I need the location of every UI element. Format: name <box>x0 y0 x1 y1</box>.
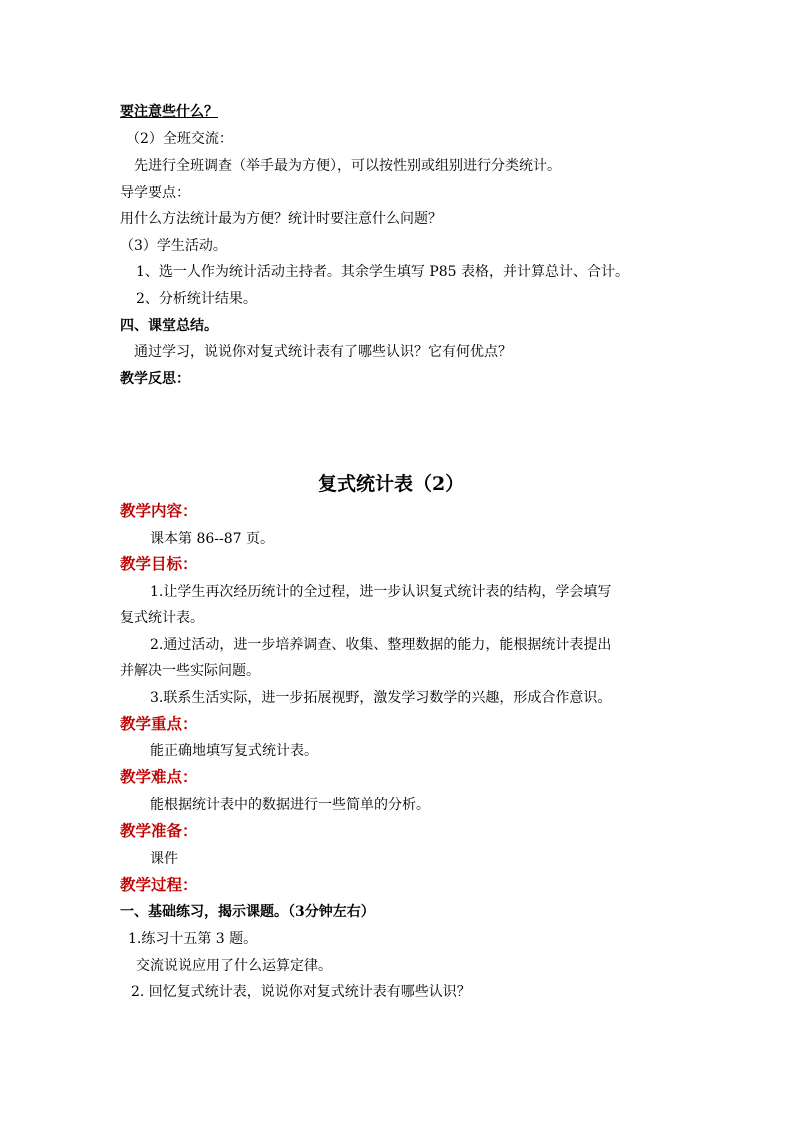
text-line: 1、选一人作为统计活动主持者。其余学生填写 P85 表格，并计算总计、合计。 <box>136 264 630 280</box>
text-line: 课件 <box>150 851 178 867</box>
text-line: （3）学生活动。 <box>120 238 227 254</box>
text-line: 1.练习十五第 3 题。 <box>128 931 258 947</box>
process-heading: 教学过程： <box>120 875 198 894</box>
text-line: 能根据统计表中的数据进行一些简单的分析。 <box>150 797 430 813</box>
text-line: 复式统计表。 <box>120 610 204 626</box>
text-line: 1.让学生再次经历统计的全过程，进一步认识复式统计表的结构，学会填写 <box>150 584 612 600</box>
section-heading: 四、课堂总结。 <box>120 318 218 334</box>
text-line: 3.联系生活实际，进一步拓展视野，激发学习数学的兴趣，形成合作意识。 <box>150 690 612 706</box>
question-heading: 要注意些什么？ <box>120 104 218 120</box>
page-title: 复式统计表（2） <box>318 473 465 495</box>
reflection-heading: 教学反思： <box>120 371 190 387</box>
text-line: 2、分析统计结果。 <box>136 291 257 307</box>
text-line: 课本第 86--87 页。 <box>150 531 274 547</box>
text-line: 交流说说应用了什么运算定律。 <box>136 958 332 974</box>
text-line: 2.通过活动，进一步培养调查、收集、整理数据的能力，能根据统计表提出 <box>150 637 612 653</box>
text-line: 能正确地填写复式统计表。 <box>150 743 318 759</box>
key-points-heading: 教学重点： <box>120 714 198 733</box>
text-line: 用什么方法统计最为方便？统计时要注意什么问题？ <box>120 211 442 227</box>
preparation-heading: 教学准备： <box>120 821 198 840</box>
difficulty-heading: 教学难点： <box>120 767 198 786</box>
text-line: 2. 回忆复式统计表，说说你对复式统计表有哪些认识？ <box>131 984 471 1000</box>
goals-heading: 教学目标： <box>120 554 198 573</box>
content-heading: 教学内容： <box>120 501 198 520</box>
text-line: 导学要点： <box>120 185 190 201</box>
section-heading: 一、基础练习，揭示课题。（3分钟左右） <box>120 904 375 920</box>
text-line: （2）全班交流： <box>126 131 233 147</box>
text-line: 并解决一些实际问题。 <box>120 663 260 679</box>
text-line: 通过学习，说说你对复式统计表有了哪些认识？它有何优点？ <box>134 344 512 360</box>
text-line: 先进行全班调查（举手最为方便），可以按性别或组别进行分类统计。 <box>134 158 561 174</box>
